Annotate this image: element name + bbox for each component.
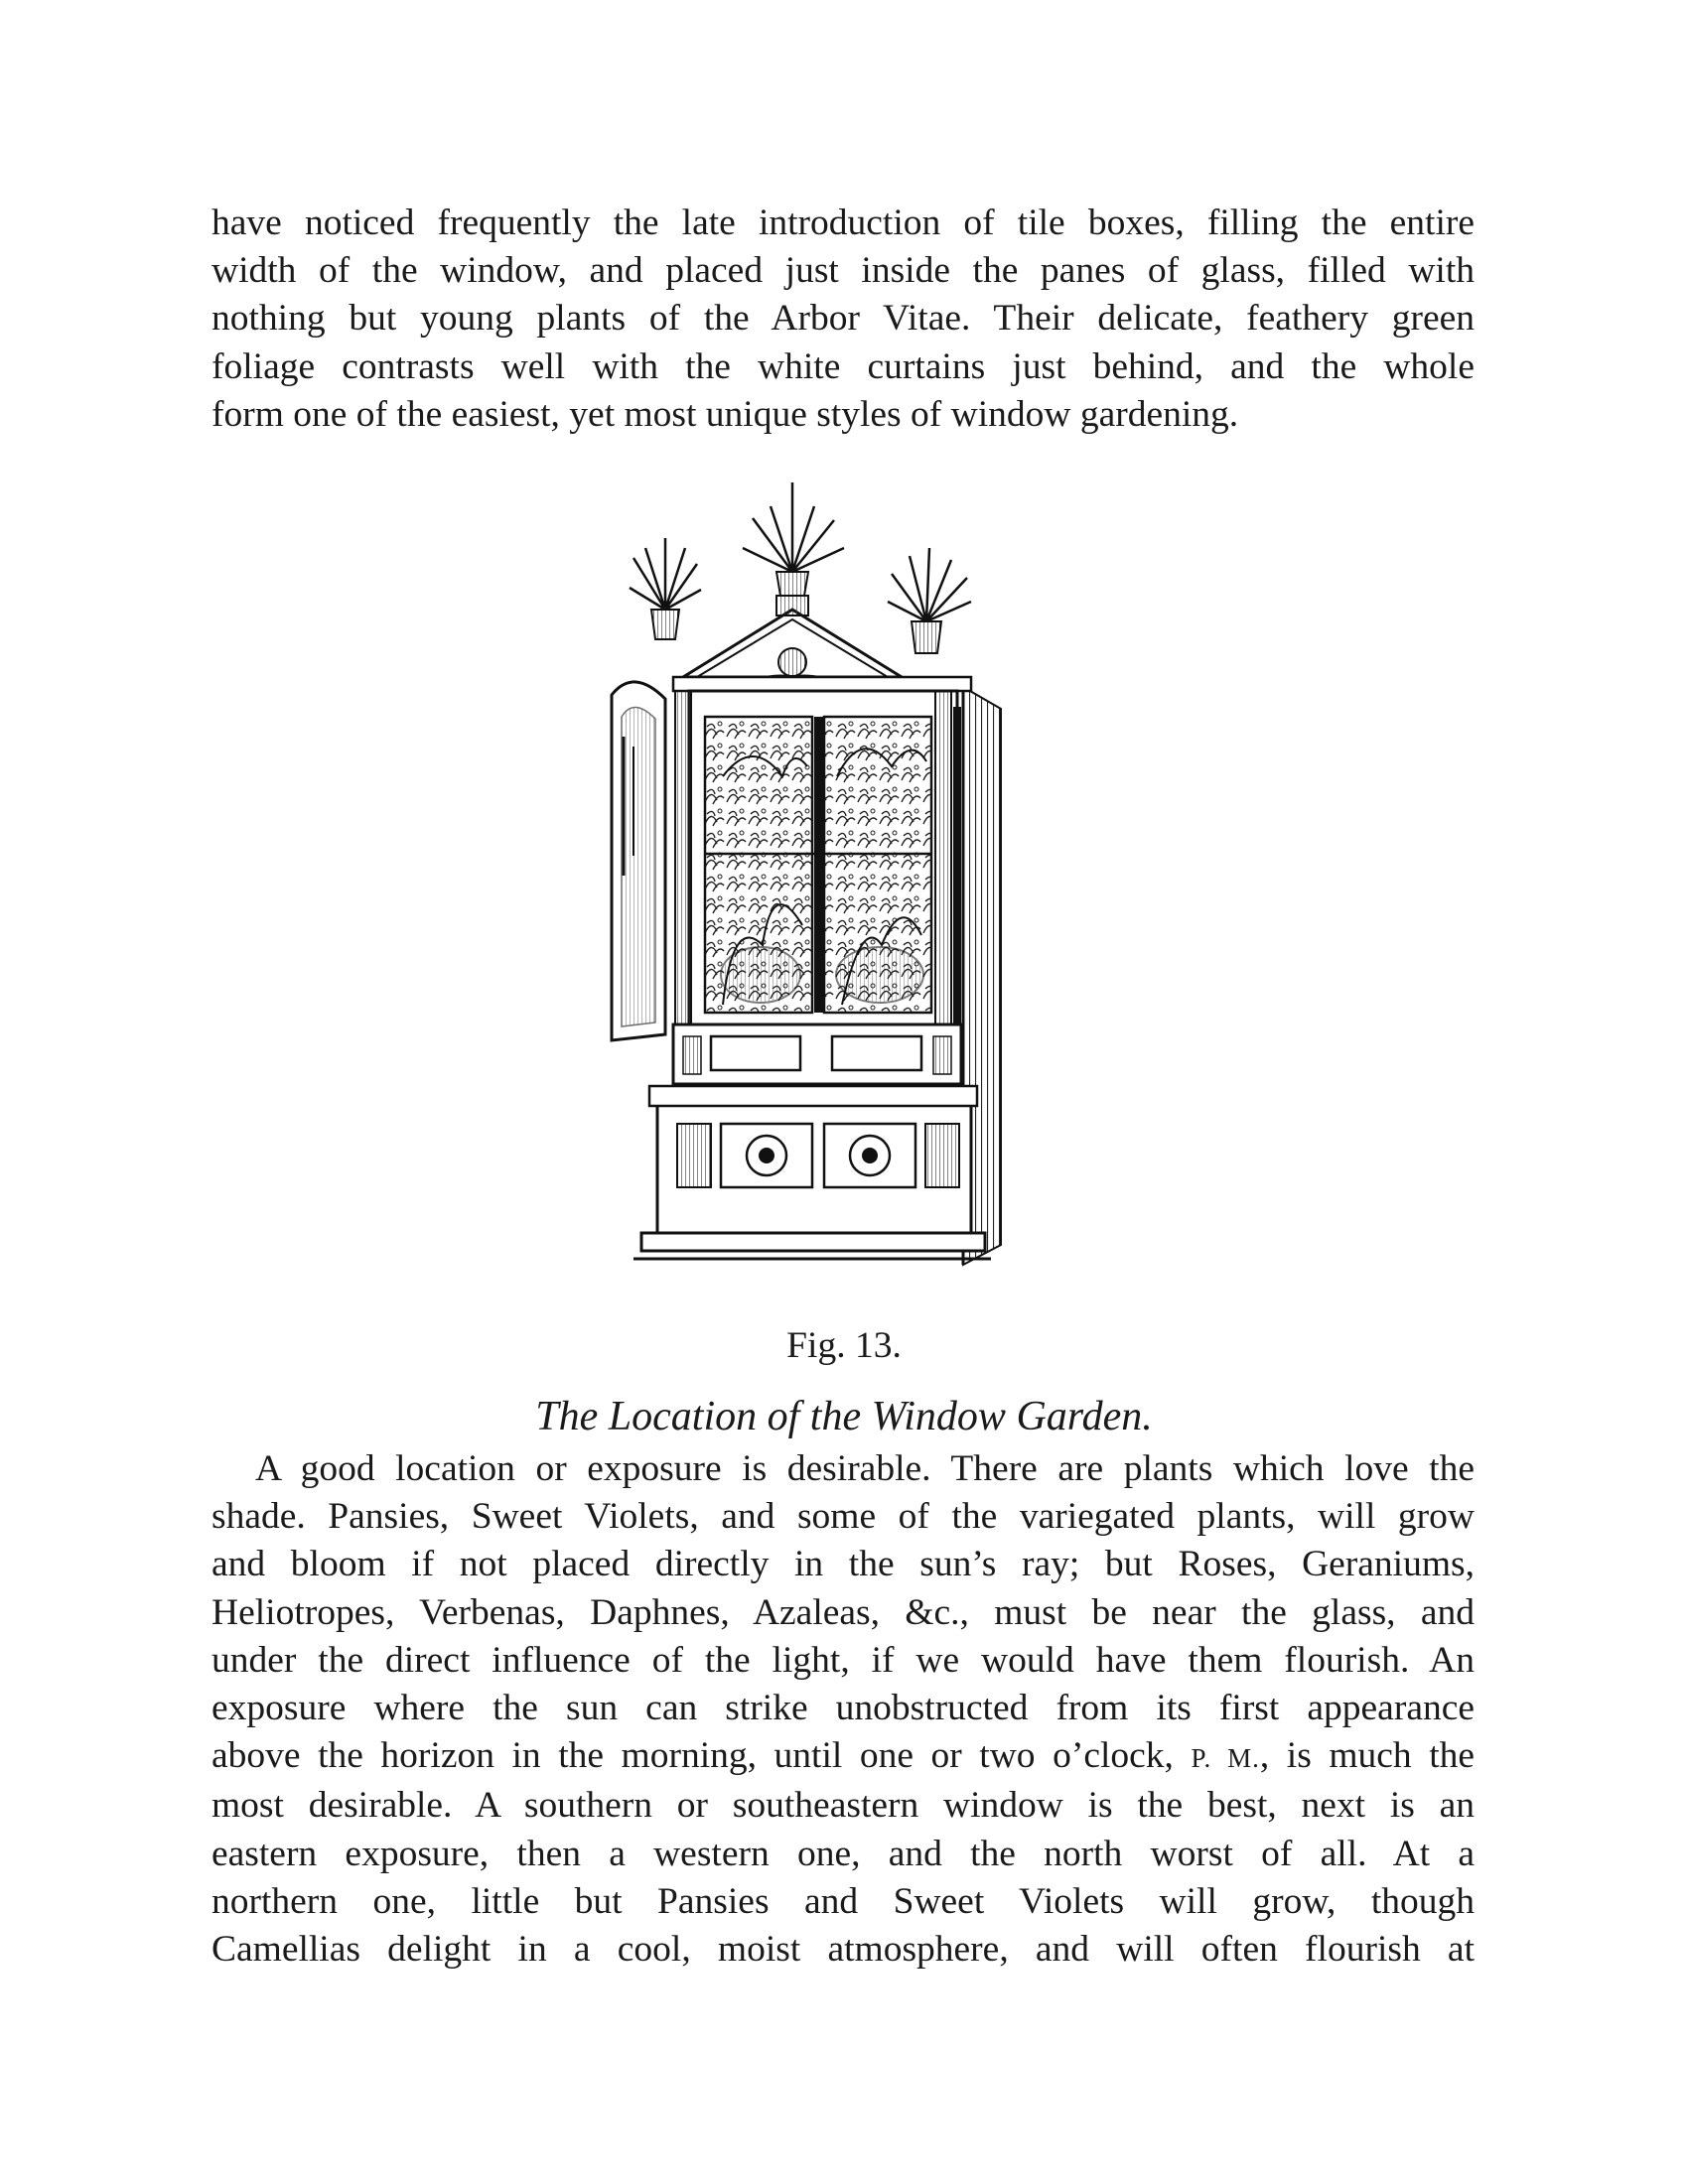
text-line: form one of the easiest, yet most unique styles of window gardening.: [211, 393, 1239, 435]
section-heading: The Location of the Window Garden.: [535, 1394, 1153, 1439]
text-line: Camellias delight in a cool, moist atmosphere, and will often flourish at: [211, 1929, 1475, 1971]
paragraph-main: [211, 1445, 1475, 1974]
text-line: width of the window, and placed just inside the panes of glass, filled with: [211, 250, 1475, 292]
text-line: under the direct influence of the light, if we would have them flourish. An: [211, 1639, 1475, 1681]
open-left-door: [612, 682, 665, 1040]
pm-abbreviation: P. M.: [1191, 1743, 1260, 1774]
text-line: have noticed frequently the late introduction of tile boxes, filling the entire: [211, 203, 1475, 243]
text-line: foliage contrasts well with the white curtains just behind, and the whole: [211, 345, 1475, 387]
text-fragment: , is much the: [1259, 1735, 1476, 1777]
cabinet-base: [633, 1086, 991, 1259]
text-line: northern one, little but Pansies and Sweet Violets will grow, though: [211, 1880, 1475, 1922]
potted-plant-left: [630, 538, 701, 639]
text-line: eastern exposure, then a western one, and the north worst of all. At a: [211, 1833, 1475, 1874]
potted-plant-right: [888, 548, 971, 653]
paragraph-top: [211, 200, 1475, 439]
window-garden-cabinet-illustration: [594, 478, 1095, 1273]
potted-plant-center: [743, 482, 844, 596]
text-fragment: above the horizon in the morning, until one or two o’clock,: [211, 1735, 1192, 1777]
text-line: most desirable. A southern or southeastern window is the best, next is an: [211, 1785, 1475, 1827]
text-line-with-abbreviation: [211, 1732, 1475, 1782]
text-line: nothing but young plants of the Arbor Vitae. Their delicate, feathery green: [211, 298, 1475, 340]
drawer-band: [673, 1024, 961, 1084]
text-line: and bloom if not placed directly in the sun’s ray; but Roses, Geraniums,: [211, 1544, 1475, 1585]
text-line: Heliotropes, Verbenas, Daphnes, Azaleas, &c., must be near the glass, and: [211, 1591, 1475, 1633]
text-line: exposure where the sun can strike unobstructed from its first appearance: [211, 1688, 1475, 1729]
figure-caption: Fig. 13.: [786, 1325, 902, 1366]
text-line: shade. Pansies, Sweet Violets, and some of the variegated plants, will grow: [211, 1496, 1475, 1538]
text-line: A good location or exposure is desirable. There are plants which love the: [255, 1448, 1475, 1489]
